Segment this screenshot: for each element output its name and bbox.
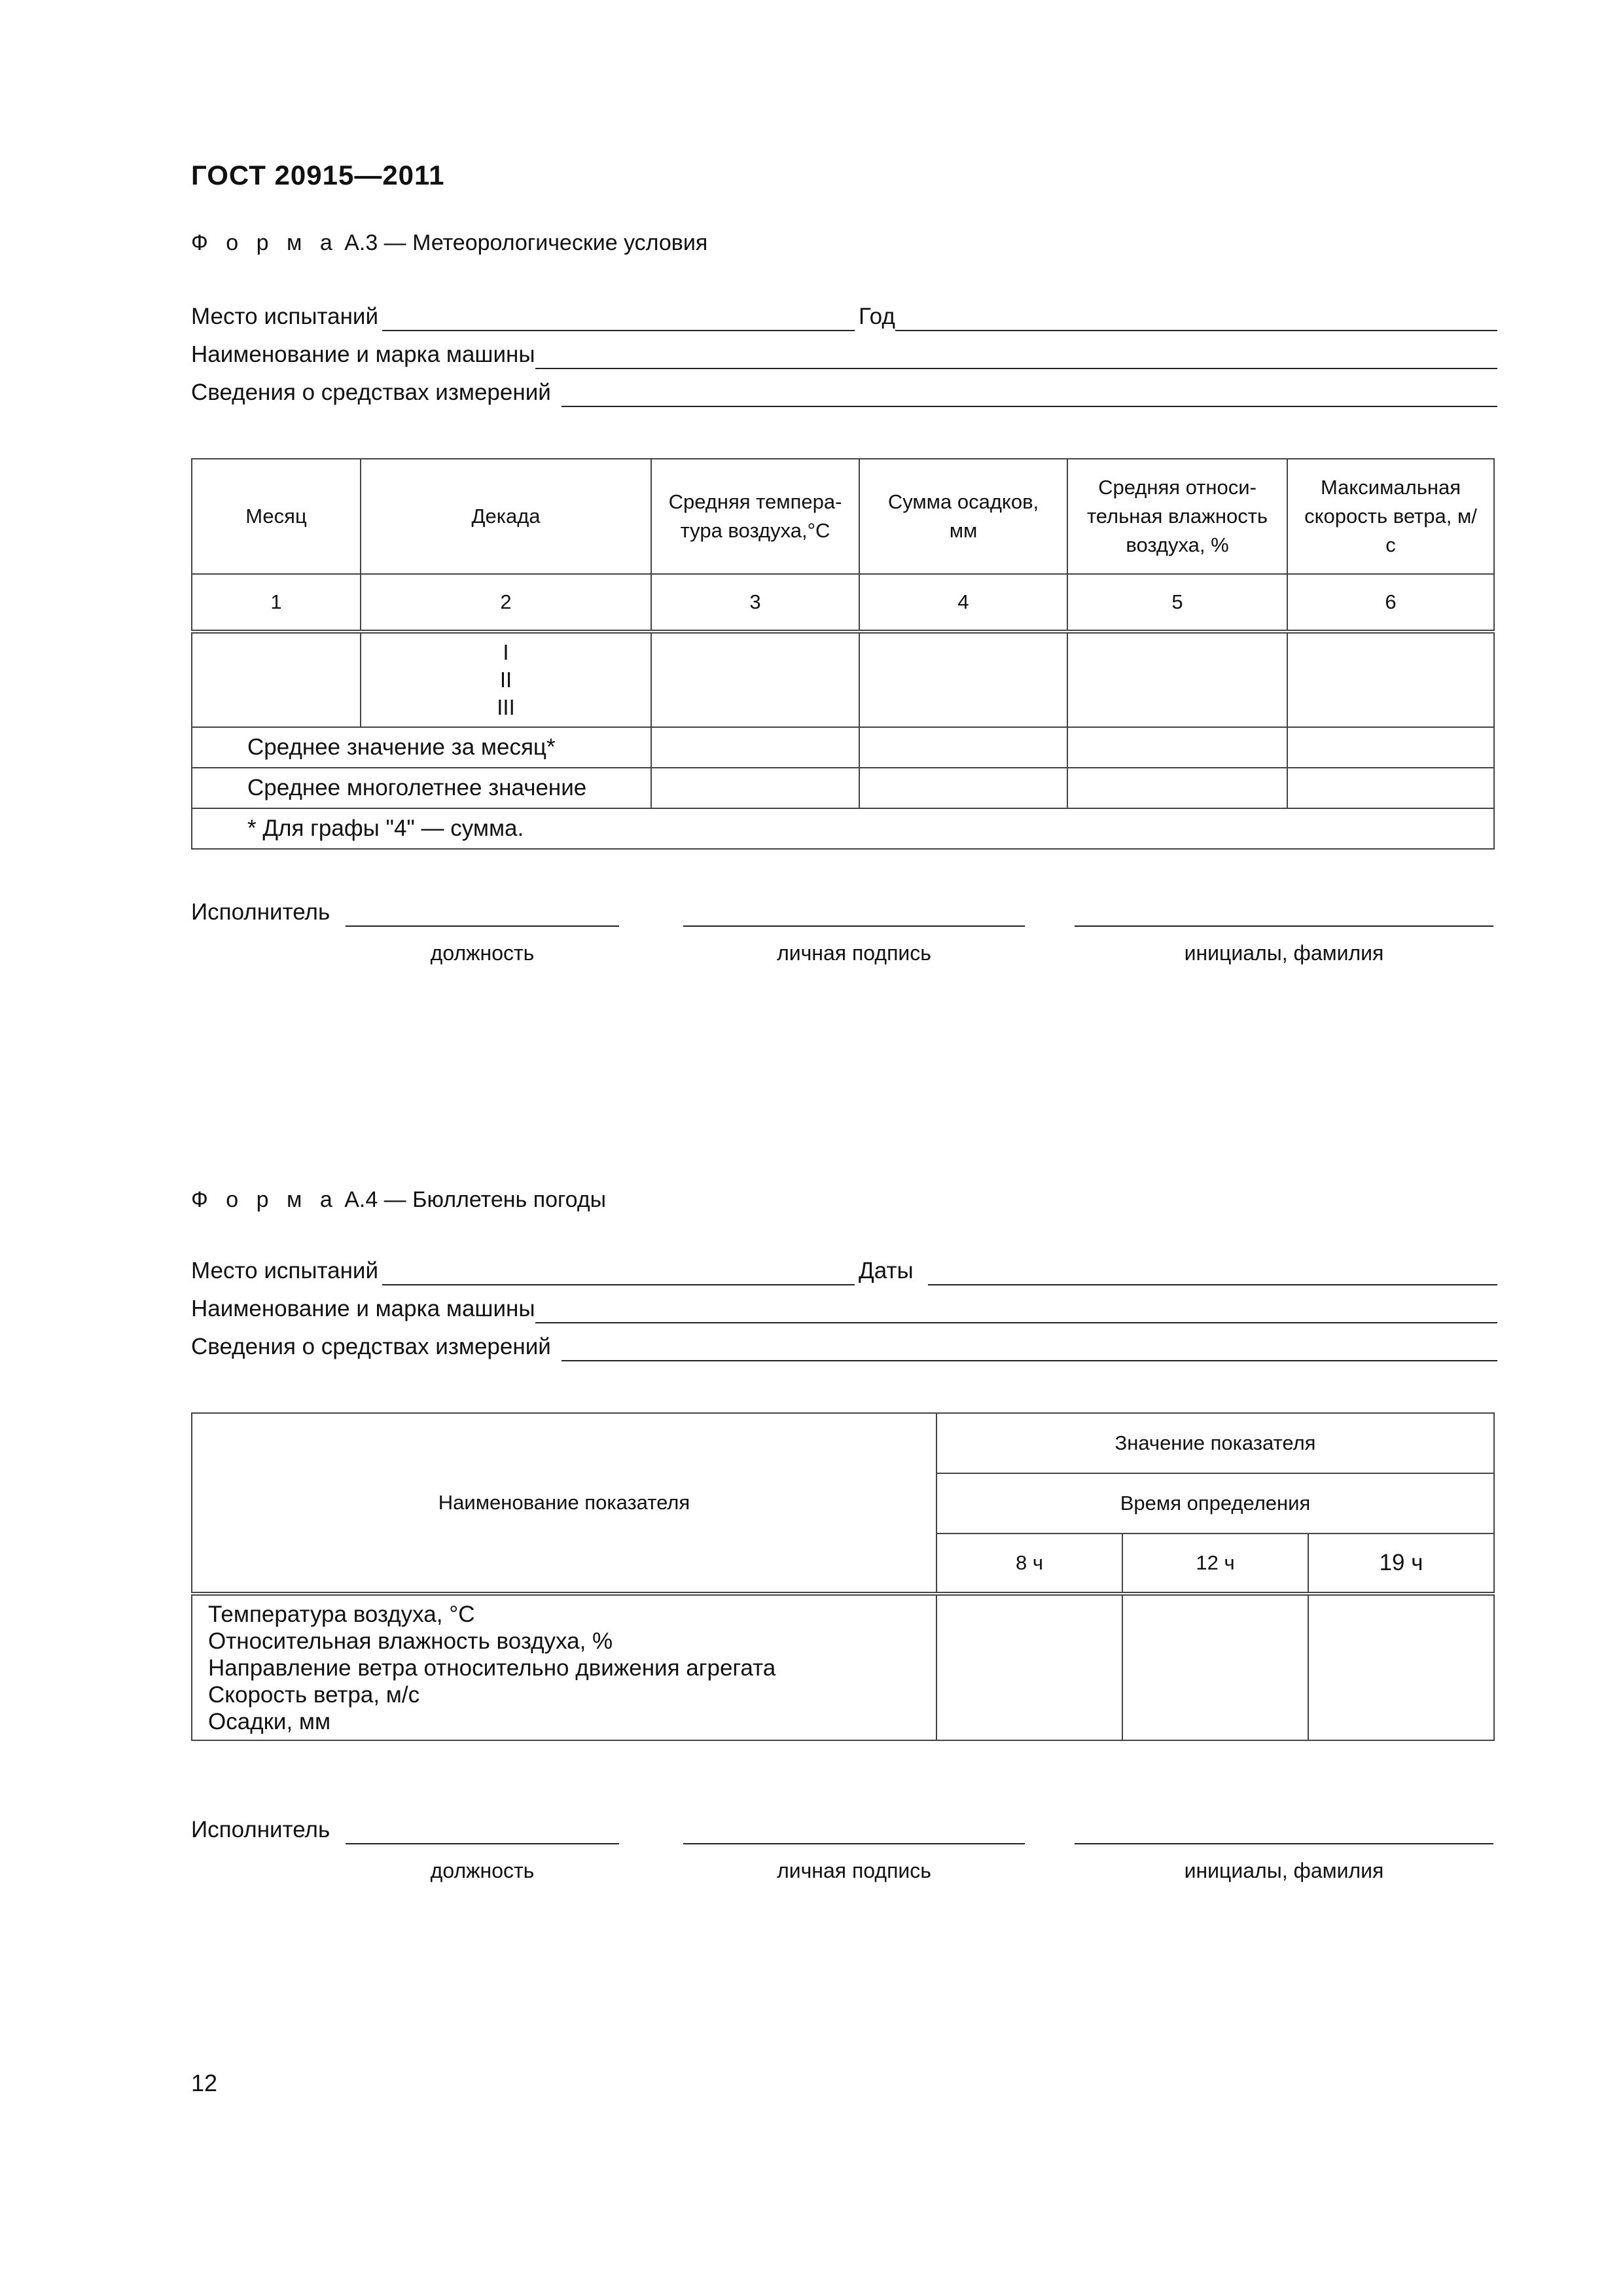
- data-cell[interactable]: [859, 768, 1067, 808]
- column-number: 1: [192, 574, 361, 632]
- position-caption: должность: [430, 1859, 535, 1882]
- form-a3-field-place: [191, 297, 1497, 331]
- data-cell[interactable]: [651, 727, 859, 768]
- column-numbers-row: [192, 574, 1494, 632]
- column-number: 3: [651, 574, 859, 632]
- machine-input-line[interactable]: [535, 342, 1497, 369]
- place-input-line[interactable]: [382, 304, 855, 331]
- instruments-label: Сведения о средствах измерений: [191, 1334, 551, 1359]
- header-precipitation: [859, 459, 1067, 574]
- header-avg-temp-text: Средняя темпера-тура воздуха,°С: [668, 490, 842, 542]
- place-label: Место испытаний: [191, 304, 379, 329]
- column-number: 2: [361, 574, 651, 632]
- time-12h: 12 ч: [1122, 1534, 1308, 1594]
- dates-input-line[interactable]: [928, 1258, 1497, 1285]
- data-cell[interactable]: [859, 632, 1067, 727]
- header-avg-temp: [651, 459, 859, 574]
- header-wind-speed-text: Максимальная скорость ветра, м/с: [1304, 476, 1477, 556]
- signature-line[interactable]: [683, 1842, 1025, 1844]
- page-number: 12: [191, 2070, 218, 2096]
- footnote-row: [192, 808, 1494, 849]
- place-input-line[interactable]: [382, 1258, 855, 1285]
- table-header-row: [192, 459, 1494, 574]
- data-cell[interactable]: [1067, 727, 1287, 768]
- data-cell[interactable]: [651, 632, 859, 727]
- year-input-line[interactable]: [895, 304, 1497, 331]
- value-header: Значение показателя: [936, 1413, 1494, 1473]
- data-cell[interactable]: [1287, 727, 1494, 768]
- indicator-item: Скорость ветра, м/с: [208, 1682, 420, 1708]
- data-cell[interactable]: [1067, 768, 1287, 808]
- name-line[interactable]: [1075, 1842, 1493, 1844]
- table-header-row: [192, 1413, 1494, 1473]
- form-a4-title-text: А.4 — Бюллетень погоды: [344, 1187, 607, 1212]
- data-cell[interactable]: [1287, 632, 1494, 727]
- form-a4-field-instruments: [191, 1327, 1497, 1361]
- header-wind-speed: [1287, 459, 1494, 574]
- place-label: Место испытаний: [191, 1258, 379, 1283]
- header-humidity: [1067, 459, 1287, 574]
- table-footnote: * Для графы "4" — сумма.: [192, 808, 1494, 849]
- decade-label: II: [499, 668, 512, 692]
- data-cell[interactable]: [1308, 1594, 1494, 1740]
- position-caption: должность: [430, 941, 535, 965]
- header-decade: Декада: [361, 459, 651, 574]
- instruments-input-line[interactable]: [562, 380, 1497, 407]
- form-a3-field-instruments: [191, 373, 1497, 407]
- column-number: 6: [1287, 574, 1494, 632]
- form-a4-field-place: [191, 1251, 1497, 1285]
- month-cell[interactable]: [192, 632, 361, 727]
- executor-label: Исполнитель: [191, 1817, 330, 1842]
- instruments-input-line[interactable]: [562, 1334, 1497, 1361]
- form-a4-prefix: Ф о р м а: [191, 1187, 338, 1212]
- time-header: Время определения: [936, 1473, 1494, 1534]
- decade-row: [192, 632, 1494, 727]
- dates-label: Даты: [859, 1258, 914, 1283]
- indicator-item: Направление ветра относительно движения агрегата: [208, 1655, 776, 1681]
- time-8h: 8 ч: [936, 1534, 1122, 1594]
- name-caption: инициалы, фамилия: [1184, 941, 1384, 965]
- indicator-item: Температура воздуха, °С: [208, 1602, 475, 1627]
- decade-label: I: [503, 640, 509, 664]
- data-cell[interactable]: [859, 727, 1067, 768]
- machine-input-line[interactable]: [535, 1296, 1497, 1323]
- position-line[interactable]: [346, 924, 619, 927]
- data-cell[interactable]: [651, 768, 859, 808]
- column-number: 5: [1067, 574, 1287, 632]
- instruments-label: Сведения о средствах измерений: [191, 380, 551, 405]
- longterm-avg-row: [192, 768, 1494, 808]
- year-label: Год: [859, 304, 895, 329]
- data-cell[interactable]: [1067, 632, 1287, 727]
- header-precipitation-text: Сумма осадков, мм: [887, 490, 1039, 542]
- monthly-avg-row: [192, 727, 1494, 768]
- header-humidity-text: Средняя относи-тельная влажность воздуха, %: [1086, 476, 1268, 556]
- header-month: Месяц: [192, 459, 361, 574]
- indicator-header: Наименование показателя: [192, 1413, 936, 1594]
- data-cell[interactable]: [1122, 1594, 1308, 1740]
- time-19h: 19 ч: [1308, 1534, 1494, 1594]
- column-number: 4: [859, 574, 1067, 632]
- decade-label: III: [497, 695, 515, 719]
- decade-cell: [361, 632, 651, 727]
- name-line[interactable]: [1075, 924, 1493, 927]
- longterm-avg-label: Среднее многолетнее значение: [192, 768, 651, 808]
- signature-caption: личная подпись: [777, 941, 931, 965]
- weather-bulletin-table: [191, 1412, 1495, 1741]
- document-code: ГОСТ 20915—2011: [191, 160, 445, 190]
- meteo-conditions-table: [191, 458, 1495, 850]
- form-a3-prefix: Ф о р м а: [191, 230, 338, 255]
- form-a4-field-machine: [191, 1289, 1497, 1323]
- signature-line[interactable]: [683, 924, 1025, 927]
- form-a3-title: [191, 230, 707, 256]
- monthly-avg-label: Среднее значение за месяц*: [192, 727, 651, 768]
- name-caption: инициалы, фамилия: [1184, 1859, 1384, 1882]
- executor-label: Исполнитель: [191, 899, 330, 925]
- form-a3-title-text: А.3 — Метеорологические условия: [344, 230, 708, 255]
- signature-caption: личная подпись: [777, 1859, 931, 1882]
- machine-label: Наименование и марка машины: [191, 1296, 535, 1321]
- indicator-item: Осадки, мм: [208, 1709, 331, 1734]
- form-a3-field-machine: [191, 335, 1497, 369]
- machine-label: Наименование и марка машины: [191, 342, 535, 367]
- form-a4-title: [191, 1187, 606, 1213]
- indicators-row: [192, 1594, 1494, 1740]
- indicators-cell: [192, 1594, 936, 1740]
- indicator-item: Относительная влажность воздуха, %: [208, 1628, 613, 1654]
- data-cell[interactable]: [1287, 768, 1494, 808]
- data-cell[interactable]: [936, 1594, 1122, 1740]
- position-line[interactable]: [346, 1842, 619, 1844]
